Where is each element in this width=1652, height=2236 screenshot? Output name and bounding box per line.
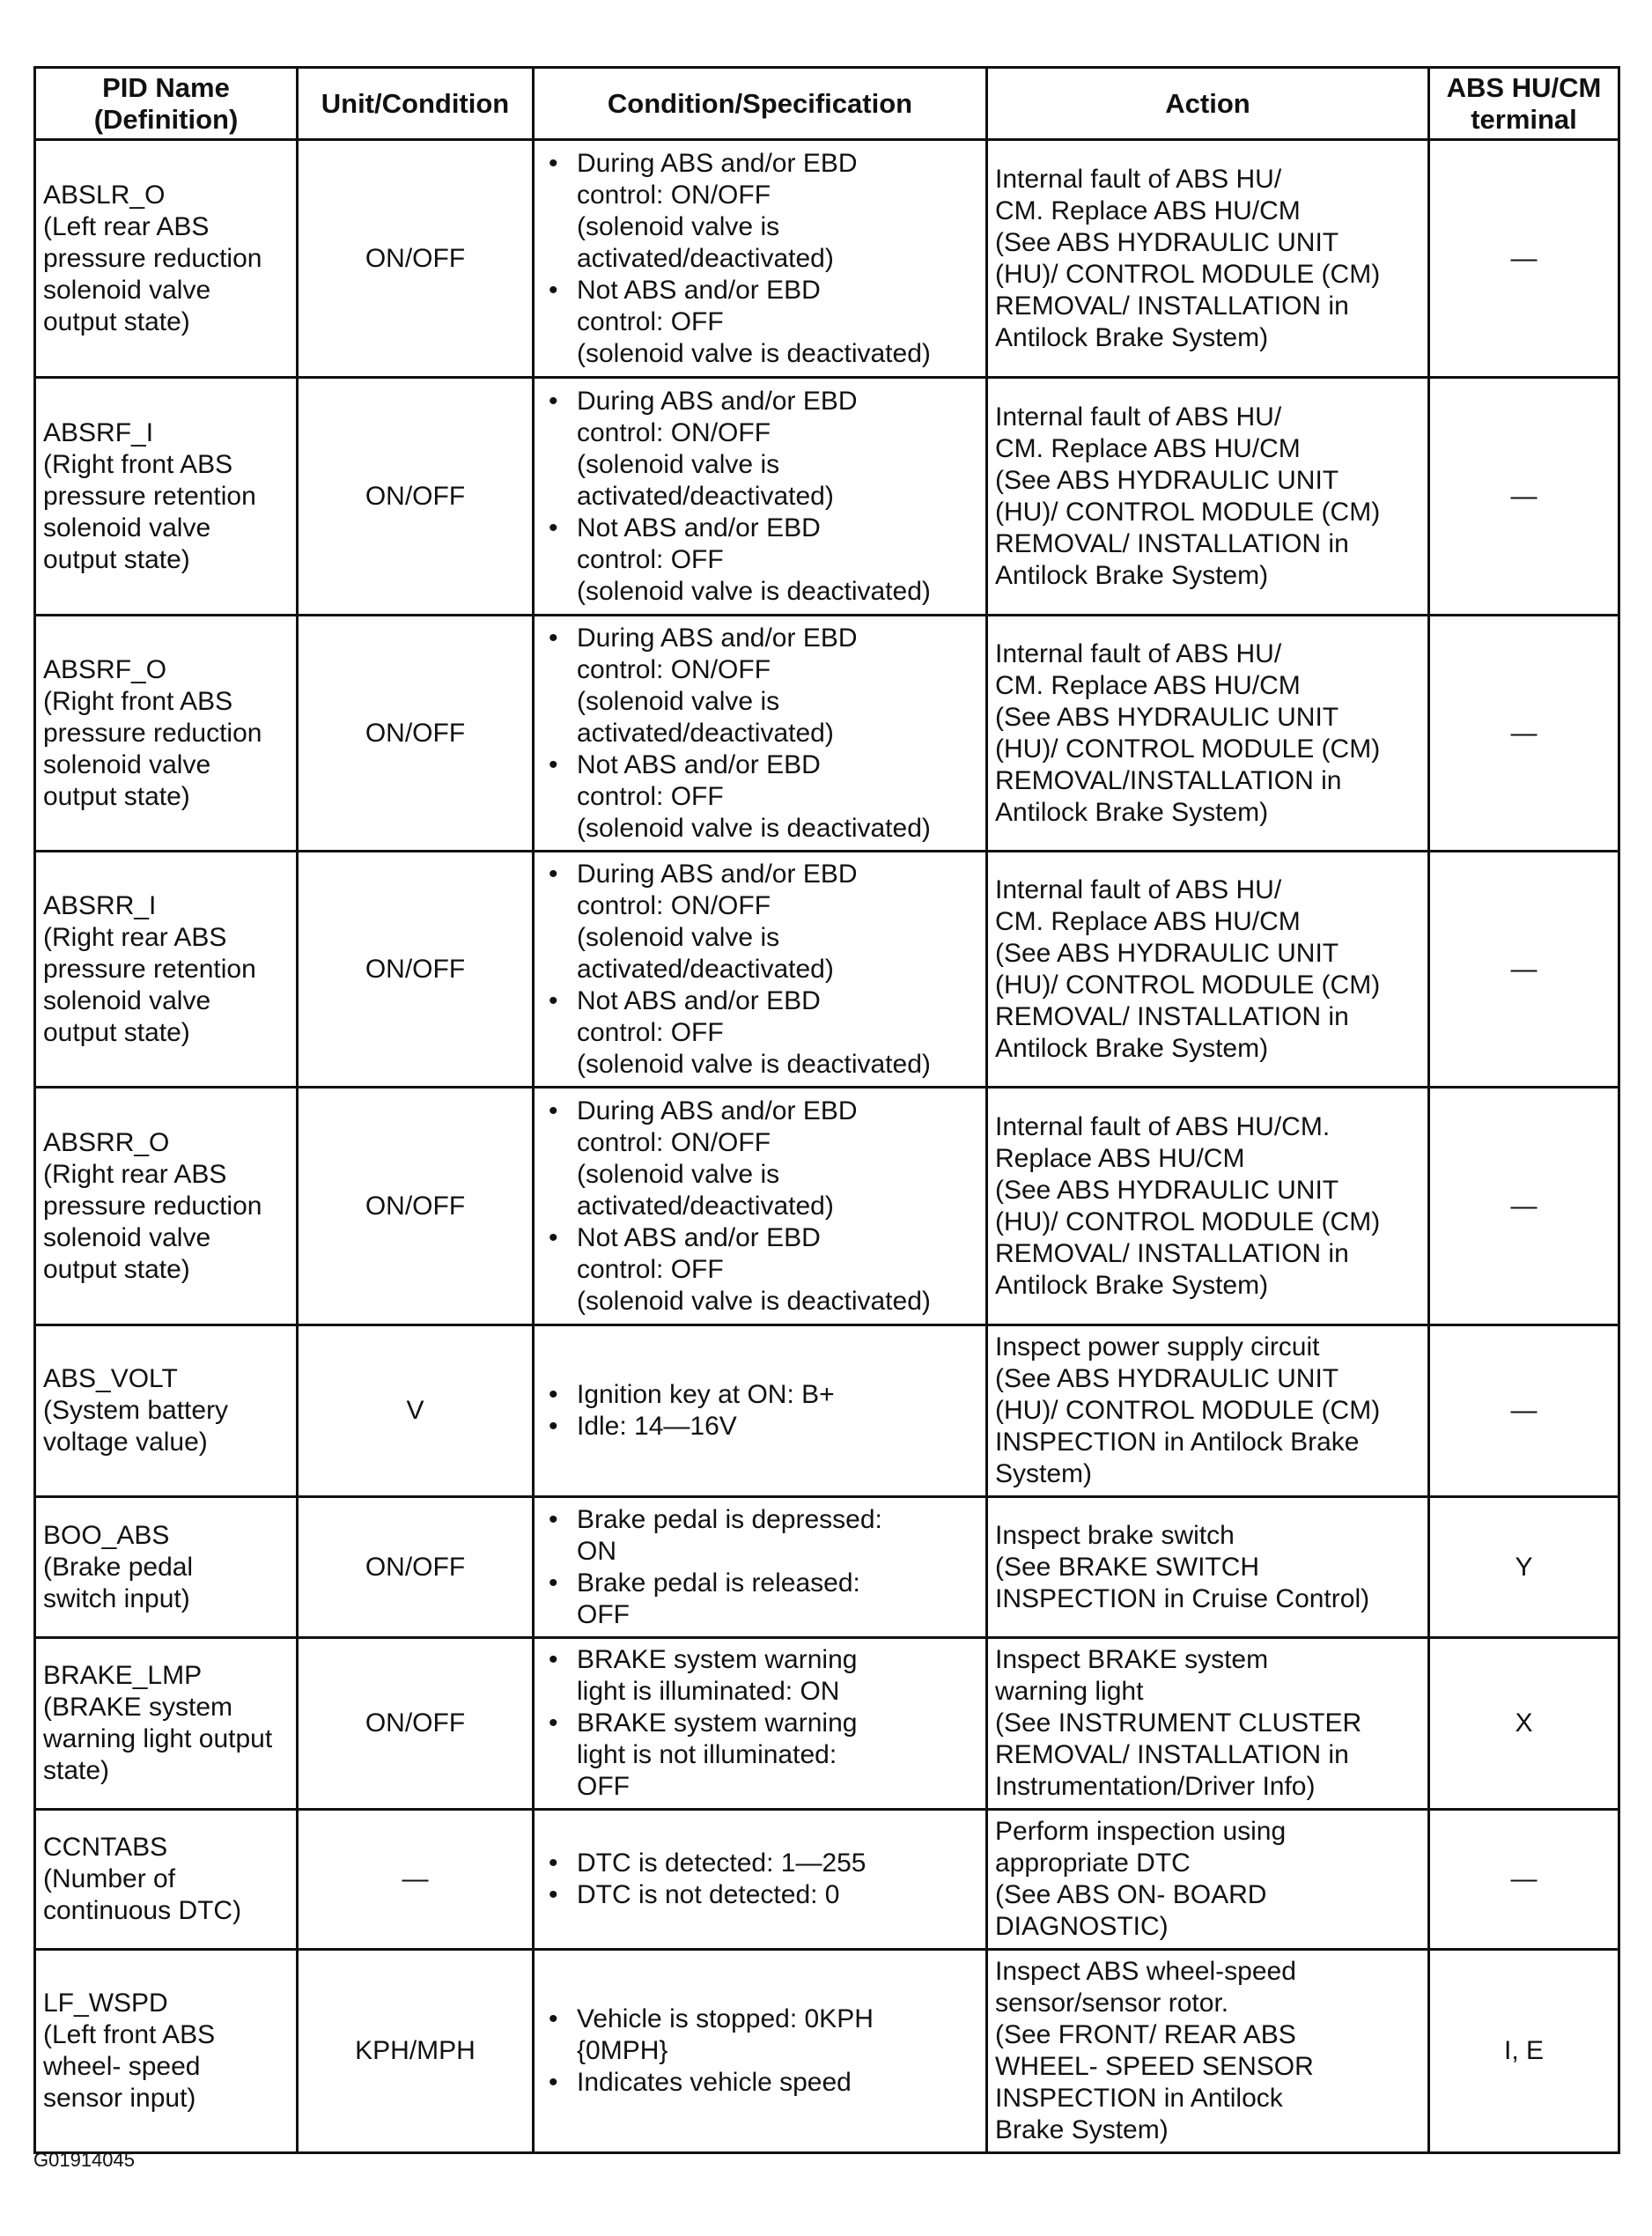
condition-specification-cell	[534, 1325, 987, 1497]
condition-list	[542, 1379, 978, 1443]
table-row	[35, 852, 1619, 1088]
unit-condition-cell: ON/OFF	[298, 140, 534, 378]
condition-specification-cell	[534, 1950, 987, 2153]
condition-specification-cell	[534, 852, 987, 1088]
condition-item: • During ABS and/or EBD control: ON/OFF (solenoid valve is activated/deactivated)	[542, 1096, 978, 1222]
action-cell: Internal fault of ABS HU/ CM. Replace ABS HU/CM (See ABS HYDRAULIC UNIT (HU)/ CONTROL MODULE (CM) REMOVAL/INSTALLATION in Antilock Brake System)	[987, 616, 1429, 852]
unit-condition-cell: —	[298, 1810, 534, 1950]
pid-name-cell: BOO_ABS (Brake pedal switch input)	[35, 1497, 298, 1638]
condition-item: • Ignition key at ON: B+	[542, 1379, 978, 1411]
pid-name-cell: BRAKE_LMP (BRAKE system warning light output state)	[35, 1638, 298, 1810]
action-cell: Internal fault of ABS HU/ CM. Replace ABS HU/CM (See ABS HYDRAULIC UNIT (HU)/ CONTROL MODULE (CM) REMOVAL/ INSTALLATION in Antilock Brake System)	[987, 852, 1429, 1088]
action-cell: Internal fault of ABS HU/ CM. Replace ABS HU/CM (See ABS HYDRAULIC UNIT (HU)/ CONTROL MODULE (CM) REMOVAL/ INSTALLATION in Antilock Brake System)	[987, 378, 1429, 616]
action-cell: Perform inspection using appropriate DTC (See ABS ON- BOARD DIAGNOSTIC)	[987, 1810, 1429, 1950]
terminal-cell: —	[1429, 378, 1619, 616]
condition-specification-cell	[534, 1638, 987, 1810]
condition-item: • DTC is not detected: 0	[542, 1879, 978, 1911]
table-row	[35, 378, 1619, 616]
action-cell: Internal fault of ABS HU/ CM. Replace ABS HU/CM (See ABS HYDRAULIC UNIT (HU)/ CONTROL MODULE (CM) REMOVAL/ INSTALLATION in Antilock Brake System)	[987, 140, 1429, 378]
unit-condition-cell: ON/OFF	[298, 1497, 534, 1638]
condition-item: • Not ABS and/or EBD control: OFF (solenoid valve is deactivated)	[542, 275, 978, 370]
pid-name-cell: ABSRR_I (Right rear ABS pressure retention solenoid valve output state)	[35, 852, 298, 1088]
condition-list	[542, 859, 978, 1081]
pid-name-cell: CCNTABS (Number of continuous DTC)	[35, 1810, 298, 1950]
condition-item: • Vehicle is stopped: 0KPH {0MPH}	[542, 2004, 978, 2067]
condition-item: • Brake pedal is released: OFF	[542, 1568, 978, 1631]
condition-specification-cell	[534, 1088, 987, 1325]
unit-condition-cell: KPH/MPH	[298, 1950, 534, 2153]
condition-item: • Not ABS and/or EBD control: OFF (solenoid valve is deactivated)	[542, 513, 978, 608]
unit-condition-cell: ON/OFF	[298, 378, 534, 616]
condition-item: • BRAKE system warning light is illuminated: ON	[542, 1644, 978, 1708]
action-cell: Inspect BRAKE system warning light (See INSTRUMENT CLUSTER REMOVAL/ INSTALLATION in Instrumentation/Driver Info)	[987, 1638, 1429, 1810]
terminal-cell: —	[1429, 140, 1619, 378]
condition-item: • Not ABS and/or EBD control: OFF (solenoid valve is deactivated)	[542, 985, 978, 1081]
condition-list	[542, 1504, 978, 1631]
condition-list	[542, 386, 978, 608]
condition-item: • Idle: 14—16V	[542, 1411, 978, 1443]
condition-item: • DTC is detected: 1—255	[542, 1848, 978, 1879]
table-row	[35, 1497, 1619, 1638]
condition-list	[542, 1096, 978, 1317]
action-cell: Inspect brake switch (See BRAKE SWITCH INSPECTION in Cruise Control)	[987, 1497, 1429, 1638]
condition-item: • During ABS and/or EBD control: ON/OFF (solenoid valve is activated/deactivated)	[542, 623, 978, 749]
pid-name-cell: ABSRF_O (Right front ABS pressure reduction solenoid valve output state)	[35, 616, 298, 852]
table-row	[35, 616, 1619, 852]
table-row	[35, 1950, 1619, 2153]
terminal-cell: —	[1429, 852, 1619, 1088]
pid-name-cell: ABSRR_O (Right rear ABS pressure reduction solenoid valve output state)	[35, 1088, 298, 1325]
action-cell: Internal fault of ABS HU/CM. Replace ABS HU/CM (See ABS HYDRAULIC UNIT (HU)/ CONTROL MODULE (CM) REMOVAL/ INSTALLATION in Antilock Brake System)	[987, 1088, 1429, 1325]
table-row	[35, 1810, 1619, 1950]
condition-item: • Brake pedal is depressed: ON	[542, 1504, 978, 1568]
condition-list	[542, 1848, 978, 1911]
condition-item: • During ABS and/or EBD control: ON/OFF (solenoid valve is activated/deactivated)	[542, 148, 978, 275]
condition-item: • Not ABS and/or EBD control: OFF (solenoid valve is deactivated)	[542, 749, 978, 845]
condition-specification-cell	[534, 616, 987, 852]
condition-specification-cell	[534, 378, 987, 616]
condition-specification-cell	[534, 1810, 987, 1950]
pid-name-cell: LF_WSPD (Left front ABS wheel- speed sensor input)	[35, 1950, 298, 2153]
header-action: Action	[987, 68, 1429, 140]
pid-name-cell: ABSRF_I (Right front ABS pressure retention solenoid valve output state)	[35, 378, 298, 616]
condition-item: • Not ABS and/or EBD control: OFF (solenoid valve is deactivated)	[542, 1222, 978, 1317]
header-condition-specification: Condition/Specification	[534, 68, 987, 140]
condition-item: • During ABS and/or EBD control: ON/OFF (solenoid valve is activated/deactivated)	[542, 386, 978, 513]
condition-list	[542, 623, 978, 845]
header-terminal: ABS HU/CM terminal	[1429, 68, 1619, 140]
condition-item: • During ABS and/or EBD control: ON/OFF (solenoid valve is activated/deactivated)	[542, 859, 978, 985]
condition-item: • Indicates vehicle speed	[542, 2067, 978, 2099]
terminal-cell: Y	[1429, 1497, 1619, 1638]
unit-condition-cell: V	[298, 1325, 534, 1497]
header-unit-condition: Unit/Condition	[298, 68, 534, 140]
table-row	[35, 140, 1619, 378]
table-row	[35, 1325, 1619, 1497]
terminal-cell: X	[1429, 1638, 1619, 1810]
condition-item: • BRAKE system warning light is not illuminated: OFF	[542, 1708, 978, 1803]
condition-specification-cell	[534, 140, 987, 378]
unit-condition-cell: ON/OFF	[298, 1088, 534, 1325]
pid-name-cell: ABSLR_O (Left rear ABS pressure reduction solenoid valve output state)	[35, 140, 298, 378]
table-row	[35, 1638, 1619, 1810]
terminal-cell: —	[1429, 1810, 1619, 1950]
header-pid-name: PID Name (Definition)	[35, 68, 298, 140]
figure-code: G01914045	[33, 2149, 135, 2171]
unit-condition-cell: ON/OFF	[298, 1638, 534, 1810]
unit-condition-cell: ON/OFF	[298, 616, 534, 852]
condition-list	[542, 2004, 978, 2099]
condition-list	[542, 148, 978, 370]
condition-specification-cell	[534, 1497, 987, 1638]
terminal-cell: —	[1429, 1088, 1619, 1325]
header-row	[35, 68, 1619, 140]
pid-name-cell: ABS_VOLT (System battery voltage value)	[35, 1325, 298, 1497]
terminal-cell: —	[1429, 616, 1619, 852]
unit-condition-cell: ON/OFF	[298, 852, 534, 1088]
condition-list	[542, 1644, 978, 1803]
action-cell: Inspect power supply circuit (See ABS HYDRAULIC UNIT (HU)/ CONTROL MODULE (CM) INSPECTION in Antilock Brake System)	[987, 1325, 1429, 1497]
terminal-cell: I, E	[1429, 1950, 1619, 2153]
table-row	[35, 1088, 1619, 1325]
terminal-cell: —	[1429, 1325, 1619, 1497]
action-cell: Inspect ABS wheel-speed sensor/sensor rotor. (See FRONT/ REAR ABS WHEEL- SPEED SENSOR INSPECTION in Antilock Brake System)	[987, 1950, 1429, 2153]
pid-table	[33, 66, 1620, 2154]
